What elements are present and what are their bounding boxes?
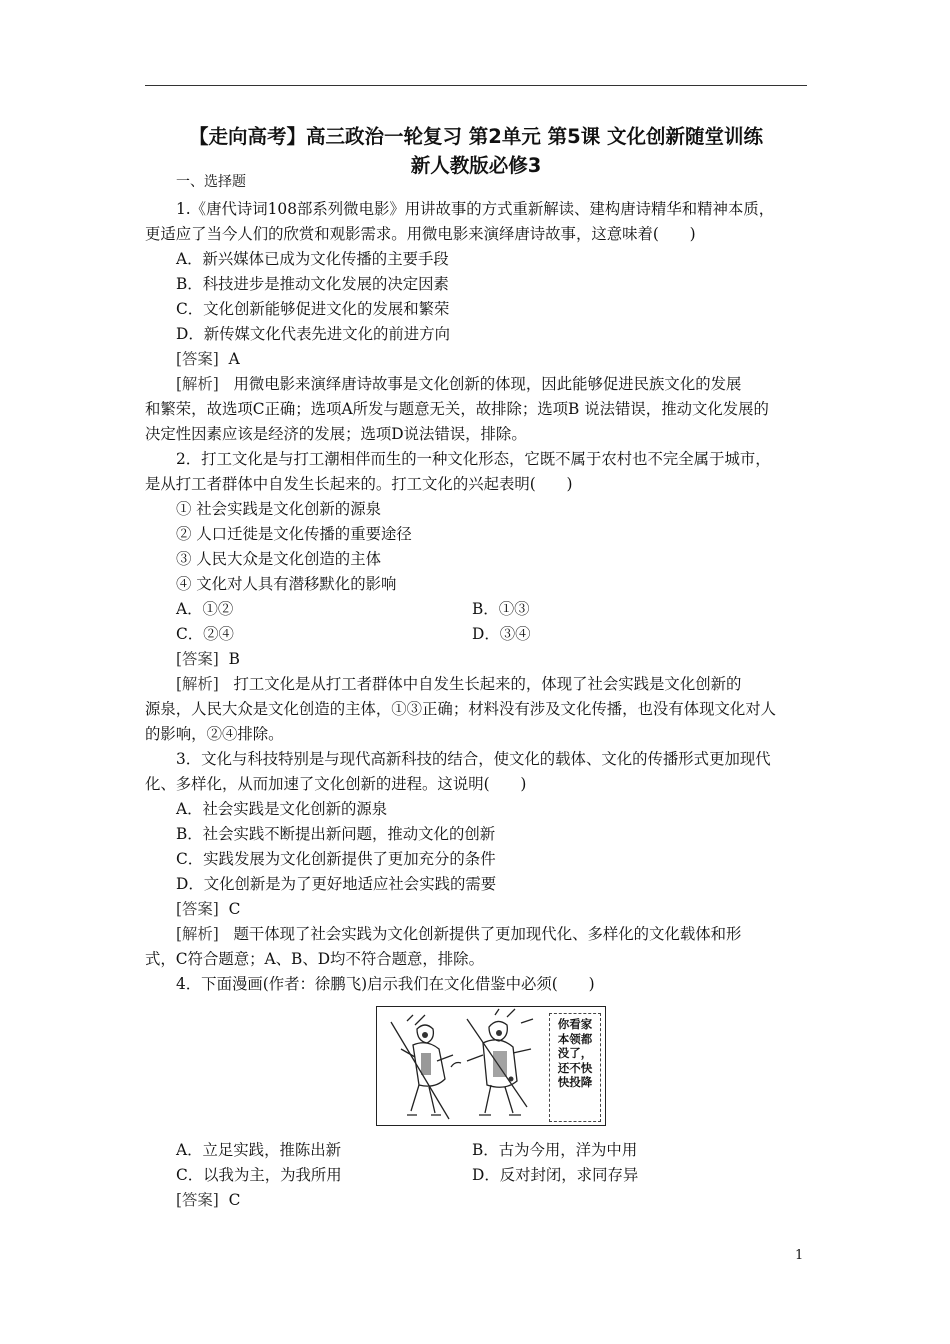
q1-analysis-text: 用微电影来演绎唐诗故事是文化创新的体现，因此能够促进民族文化的发展 <box>233 375 742 393</box>
q3-answer-row <box>176 897 240 922</box>
q3-stem-line-2: 化、多样化，从而加速了文化创新的进程。这说明( ) <box>145 775 527 793</box>
q4-option-d: D．反对封闭，求同存异 <box>472 1166 639 1184</box>
q1-answer-row <box>176 347 240 372</box>
header-rule <box>145 85 807 86</box>
q2-option-d: D．③④ <box>472 625 531 643</box>
analysis-label: [解析] <box>176 375 219 393</box>
q2-statement-1: ① 社会实践是文化创新的源泉 <box>176 500 381 518</box>
answer-label: [答案] <box>176 1191 219 1209</box>
q4-stem: 4．下面漫画(作者：徐鹏飞)启示我们在文化借鉴中必须( ) <box>176 975 595 993</box>
q3-option-b: B．社会实践不断提出新问题，推动文化的创新 <box>176 825 496 843</box>
q1-analysis-line-2: 和繁荣，故选项C正确；选项A所发与题意无关，故排除；选项B 说法错误，推动文化发展的 <box>145 400 769 418</box>
q2-stem-line-1: 2．打工文化是与打工潮相伴而生的一种文化形态，它既不属于农村也不完全属于城市， <box>176 450 771 468</box>
q1-option-c: C．文化创新能够促进文化的发展和繁荣 <box>176 300 450 318</box>
q1-answer: A <box>228 350 240 368</box>
q2-option-c: C．②④ <box>176 625 234 643</box>
q3-stem-line-1: 3．文化与科技特别是与现代高新科技的结合，使文化的载体、文化的传播形式更加现代 <box>176 750 771 768</box>
q3-analysis-line-1 <box>176 922 741 947</box>
q2-analysis-line-1 <box>176 672 741 697</box>
answer-label: [答案] <box>176 900 219 918</box>
title-line-2: 新人教版必修3 <box>410 154 542 177</box>
section-heading: 一、选择题 <box>176 174 246 190</box>
q1-option-a: A．新兴媒体已成为文化传播的主要手段 <box>176 250 449 268</box>
q2-analysis-text: 打工文化是从打工者群体中自发生长起来的，体现了社会实践是文化创新的 <box>233 675 742 693</box>
q2-option-a: A．①② <box>176 600 234 618</box>
q2-statement-4: ④ 文化对人具有潜移默化的影响 <box>176 575 397 593</box>
answer-label: [答案] <box>176 350 219 368</box>
q3-option-d: D．文化创新是为了更好地适应社会实践的需要 <box>176 875 497 893</box>
q3-analysis-line-2: 式，C符合题意；A、B、D均不符合题意，排除。 <box>145 950 484 968</box>
q2-stem-line-2: 是从打工者群体中自发生长起来的。打工文化的兴起表明( ) <box>145 475 573 493</box>
q1-analysis-line-1 <box>176 372 741 397</box>
q3-answer: C <box>228 900 241 918</box>
q1-stem-line-2: 更适应了当今人们的欣赏和观影需求。用微电影来演绎唐诗故事，这意味着( ) <box>145 225 696 243</box>
q4-option-b: B．古为今用，洋为中用 <box>472 1141 638 1159</box>
answer-label: [答案] <box>176 650 219 668</box>
q2-answer-row <box>176 647 240 672</box>
analysis-label: [解析] <box>176 675 219 693</box>
q1-analysis-line-3: 决定性因素应该是经济的发展；选项D说法错误，排除。 <box>145 425 527 443</box>
q1-option-b: B．科技进步是推动文化发展的决定因素 <box>176 275 449 293</box>
q3-analysis-text: 题干体现了社会实践为文化创新提供了更加现代化、多样化的文化载体和形 <box>233 925 742 943</box>
analysis-label: [解析] <box>176 925 219 943</box>
q3-option-a: A．社会实践是文化创新的源泉 <box>176 800 388 818</box>
q2-answer: B <box>228 650 240 668</box>
q2-analysis-line-2: 源泉，人民大众是文化创造的主体，①③正确；材料没有涉及文化传播，也没有体现文化对人 <box>145 700 777 718</box>
page-number: 1 <box>795 1248 804 1263</box>
q4-answer: C <box>228 1191 241 1209</box>
q3-option-c: C．实践发展为文化创新提供了更加充分的条件 <box>176 850 496 868</box>
q1-stem-line-1: 1.《唐代诗词108部系列微电影》用讲故事的方式重新解读、建构唐诗精华和精神本质， <box>176 200 775 218</box>
q4-option-a: A．立足实践，推陈出新 <box>176 1141 342 1159</box>
cartoon-speech-bubble: 你看家 本领都 没了， 还不快 快投降 <box>549 1013 601 1122</box>
q4-answer-row <box>176 1188 240 1213</box>
q1-option-d: D．新传媒文化代表先进文化的前进方向 <box>176 325 450 343</box>
q2-statement-2: ② 人口迁徙是文化传播的重要途径 <box>176 525 412 543</box>
q2-analysis-line-3: 的影响，②④排除。 <box>145 725 284 743</box>
q2-option-b: B．①③ <box>472 600 530 618</box>
q4-option-c: C．以我为主，为我所用 <box>176 1166 342 1184</box>
q2-statement-3: ③ 人民大众是文化创造的主体 <box>176 550 381 568</box>
title-line-1: 【走向高考】高三政治一轮复习 第2单元 第5课 文化创新随堂训练 <box>188 125 763 148</box>
